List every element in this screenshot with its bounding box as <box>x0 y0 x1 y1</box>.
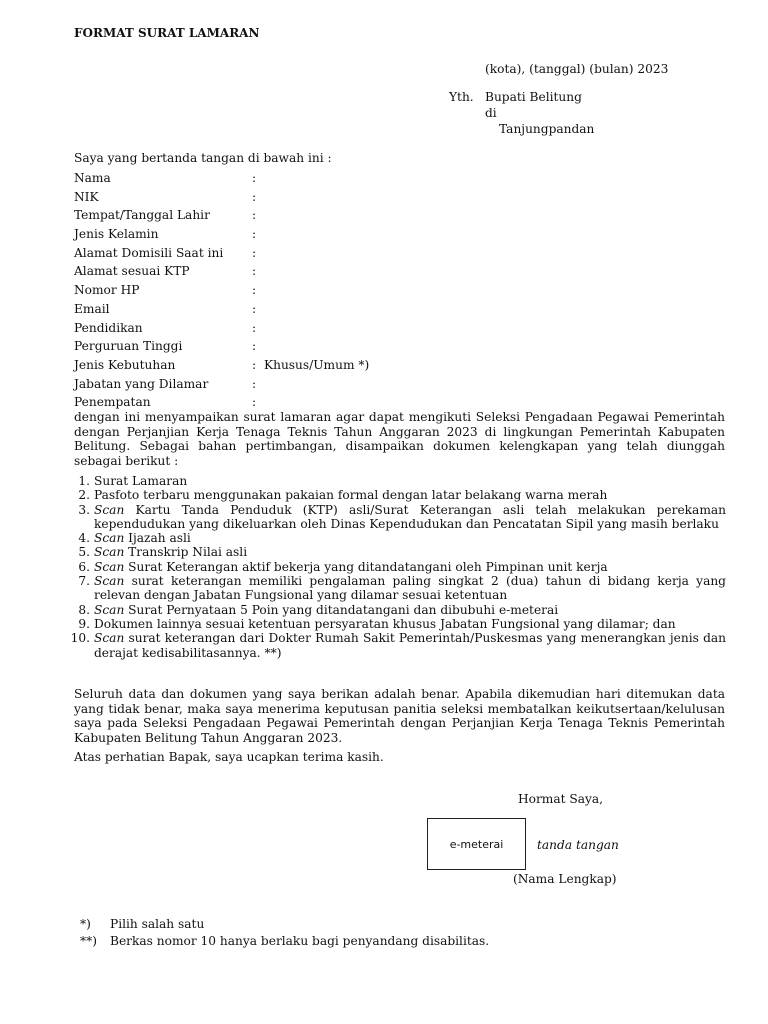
field-row <box>74 226 714 245</box>
address-di: di <box>485 106 497 120</box>
footnote-text: Berkas nomor 10 hanya berlaku bagi penyandang disabilitas. <box>110 933 490 948</box>
document-item <box>74 574 726 603</box>
document-number: 9. <box>78 616 90 631</box>
field-colon: : <box>252 189 257 204</box>
field-colon: : <box>252 301 257 316</box>
document-number: 2. <box>78 488 90 503</box>
e-meterai-box <box>427 818 526 870</box>
closing-salutation: Hormat Saya, <box>518 792 604 806</box>
field-label: Nomor HP <box>74 283 140 298</box>
field-colon: : <box>252 208 257 223</box>
field-colon: : <box>252 283 257 298</box>
document-number: 6. <box>78 559 90 574</box>
paragraph-application: dengan ini menyampaikan surat lamaran agar dapat mengikuti Seleksi Pengadaan Pegawai Pemerintah dengan Perjanjian Kerja Tenaga Teknis Tahun Anggaran 2023 di lingkungan Pemerintah Kabupaten Belitung. Sebagai bahan pertimbangan, disampaikan dokumen kelengkapan yang telah diunggah sebagai berikut : <box>74 410 725 468</box>
field-row <box>74 282 714 301</box>
recipient-address <box>449 89 595 137</box>
full-name-label: (Nama Lengkap) <box>513 872 617 886</box>
field-row <box>74 301 714 320</box>
document-number: 7. <box>78 574 90 589</box>
document-item <box>70 631 726 660</box>
document-lead: Scan <box>94 502 125 517</box>
field-row <box>74 207 714 226</box>
document-text: Surat Lamaran <box>94 474 188 488</box>
field-label: Penempatan <box>74 395 151 410</box>
field-label: Jenis Kebutuhan <box>74 357 176 372</box>
field-label: Perguruan Tinggi <box>74 339 183 354</box>
field-colon: : <box>252 245 257 260</box>
document-lead: Scan <box>94 602 125 617</box>
document-item <box>74 545 726 559</box>
field-colon: : <box>252 395 257 410</box>
document-text: Transkrip Nilai asli <box>124 545 248 560</box>
field-colon: : <box>252 320 257 335</box>
field-label: NIK <box>74 189 99 204</box>
document-text: Ijazah asli <box>124 531 191 546</box>
applicant-fields <box>74 170 714 413</box>
document-number: 5. <box>78 545 90 560</box>
document-lead: Scan <box>94 545 125 560</box>
field-label: Pendidikan <box>74 320 143 335</box>
document-number: 10. <box>70 631 90 646</box>
document-list <box>70 474 726 660</box>
document-text: Surat Keterangan aktif bekerja yang ditandatangani oleh Pimpinan unit kerja <box>124 559 608 574</box>
document-item <box>74 488 726 502</box>
document-title: FORMAT SURAT LAMARAN <box>74 26 260 40</box>
field-colon: : <box>252 339 257 354</box>
document-item <box>74 474 726 488</box>
address-recipient: Bupati Belitung <box>485 90 582 104</box>
field-label: Email <box>74 301 110 316</box>
field-row <box>74 338 714 357</box>
field-colon: : <box>252 264 257 279</box>
field-row <box>74 376 714 395</box>
field-label: Tempat/Tanggal Lahir <box>74 208 210 223</box>
document-number: 1. <box>78 474 90 488</box>
address-prefix: Yth. <box>449 90 474 104</box>
document-item <box>74 531 726 545</box>
document-item <box>74 617 726 631</box>
field-row <box>74 320 714 339</box>
address-city: Tanjungpandan <box>499 122 595 136</box>
document-number: 4. <box>78 531 90 546</box>
field-value: Khusus/Umum *) <box>264 357 370 372</box>
document-number: 8. <box>78 602 90 617</box>
document-text: surat keterangan memiliki pengalaman paling singkat 2 (dua) tahun di bidang kerja yang relevan dengan Jabatan Fungsional yang dilamar sesuai ketentuan <box>94 574 726 603</box>
field-colon: : <box>252 227 257 242</box>
document-text: Dokumen lainnya sesuai ketentuan persyaratan khusus Jabatan Fungsional yang dilamar; dan <box>94 616 676 631</box>
document-item <box>74 560 726 574</box>
paragraph-statement: Seluruh data dan dokumen yang saya berikan adalah benar. Apabila dikemudian hari ditemukan data yang tidak benar, maka saya menerima keputusan panitia seleksi membatalkan keikutsertaan/kelulusan saya pada Seleksi Pengadaan Pegawai Pemerintah dengan Perjanjian Kerja Tenaga Teknis Pemerintah Kabupaten Belitung Tahun Anggaran 2023. <box>74 687 725 745</box>
document-text: surat keterangan dari Dokter Rumah Sakit Pemerintah/Puskesmas yang menerangkan jenis dan derajat kedisabilitasannya. **) <box>94 631 726 660</box>
paragraph-thanks: Atas perhatian Bapak, saya ucapkan terima kasih. <box>74 750 384 764</box>
field-row <box>74 189 714 208</box>
e-meterai-label: e-meterai <box>449 837 504 851</box>
footnote-mark: *) <box>80 917 91 931</box>
document-lead: Scan <box>94 559 125 574</box>
field-row <box>74 357 714 376</box>
document-lead: Scan <box>94 531 125 546</box>
signature-label: tanda tangan <box>537 838 619 852</box>
footnote-text: Pilih salah satu <box>110 917 205 931</box>
document-text: Kartu Tanda Penduduk (KTP) asli/Surat Keterangan asli telah melakukan perekaman kependudukan yang dikeluarkan oleh Dinas Kependudukan dan Pencatatan Sipil yang masih berlaku <box>94 502 726 531</box>
footnote-mark: **) <box>80 933 97 948</box>
field-colon: : <box>252 171 257 185</box>
field-label: Nama <box>74 171 111 185</box>
document-item <box>74 603 726 617</box>
field-row <box>74 170 714 189</box>
field-label: Jabatan yang Dilamar <box>74 376 209 391</box>
document-number: 3. <box>78 502 90 517</box>
document-lead: Scan <box>94 631 125 646</box>
document-item <box>74 503 726 532</box>
field-row <box>74 263 714 282</box>
field-colon: : <box>252 357 257 372</box>
field-label: Alamat Domisili Saat ini <box>74 245 224 260</box>
document-lead: Scan <box>94 574 125 589</box>
document-text: Pasfoto terbaru menggunakan pakaian formal dengan latar belakang warna merah <box>94 488 608 503</box>
intro-line: Saya yang bertanda tangan di bawah ini : <box>74 151 332 165</box>
field-colon: : <box>252 376 257 391</box>
field-row <box>74 245 714 264</box>
field-label: Alamat sesuai KTP <box>74 264 190 279</box>
date-line: (kota), (tanggal) (bulan) 2023 <box>485 62 669 76</box>
field-label: Jenis Kelamin <box>74 227 159 242</box>
document-text: Surat Pernyataan 5 Poin yang ditandatangani dan dibubuhi e-meterai <box>124 602 559 617</box>
